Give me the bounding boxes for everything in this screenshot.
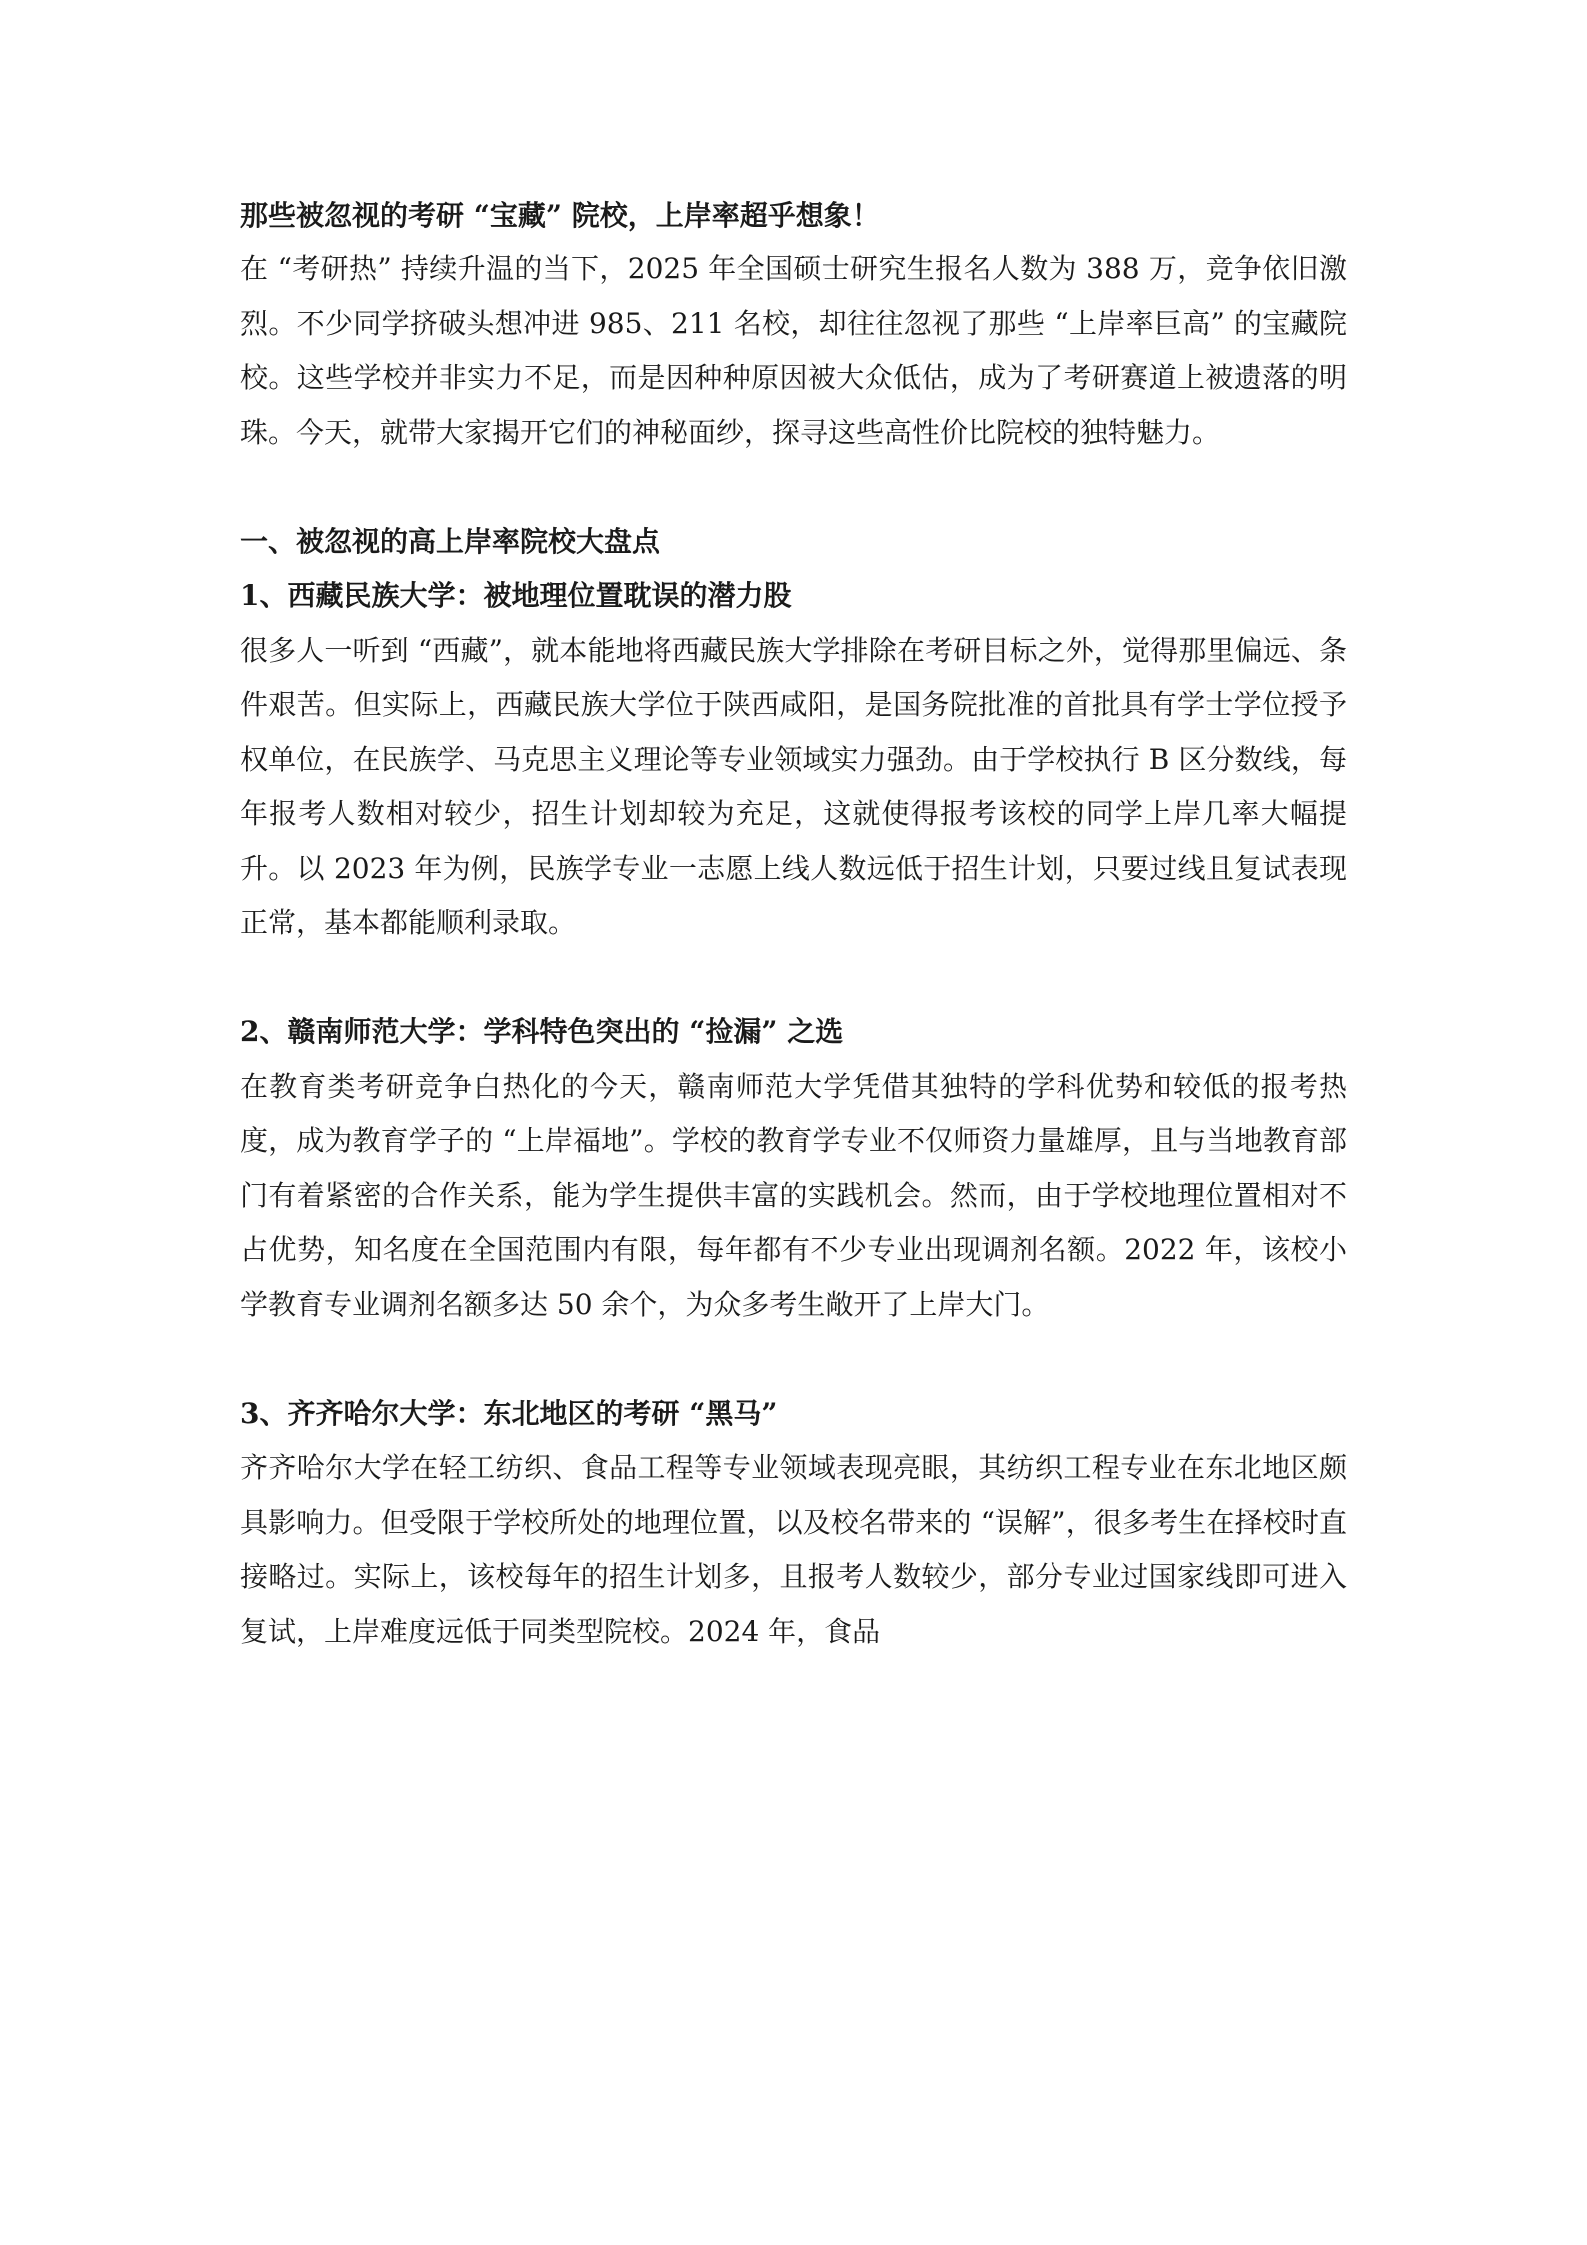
school-3-body: 齐齐哈尔大学在轻工纺织、食品工程等专业领域表现亮眼，其纺织工程专业在东北地区颇具影响力。但受限于学校所处的地理位置，以及校名带来的 “误解”，很多考生在择校时直接略过。实际上，该校每年的招生计划多，且报考人数较少，部分专业过国家线即可进入复试，上岸难度远低于同类型院校。2024 年，食品	[240, 1451, 1347, 1648]
article-title: 那些被忽视的考研 “宝藏” 院校，上岸率超乎想象！	[240, 199, 880, 232]
paragraph-gap	[240, 951, 1347, 1006]
intro-paragraph: 在 “考研热” 持续升温的当下，2025 年全国硕士研究生报名人数为 388 万，竞争依旧激烈。不少同学挤破头想冲进 985、211 名校，却往往忽视了那些 “上岸率巨高” 的宝藏院校。这些学校并非实力不足，而是因种种原因被大众低估，成为了考研赛道上被遗落的明珠。今天，就带大家揭开它们的神秘面纱，探寻这些高性价比院校的独特魅力。	[240, 252, 1347, 449]
paragraph-gap	[240, 1332, 1347, 1387]
paragraph-gap	[240, 460, 1347, 515]
school-2-body: 在教育类考研竞争白热化的今天，赣南师范大学凭借其独特的学科优势和较低的报考热度，成为教育学子的 “上岸福地”。学校的教育学专业不仅师资力量雄厚，且与当地教育部门有着紧密的合作关系，能为学生提供丰富的实践机会。然而，由于学校地理位置相对不占优势，知名度在全国范围内有限，每年都有不少专业出现调剂名额。2022 年，该校小学教育专业调剂名额多达 50 余个，为众多考生敞开了上岸大门。	[240, 1069, 1347, 1321]
section-heading: 一、被忽视的高上岸率院校大盘点	[240, 524, 661, 558]
school-1-body: 很多人一听到 “西藏”，就本能地将西藏民族大学排除在考研目标之外，觉得那里偏远、条件艰苦。但实际上，西藏民族大学位于陕西咸阳，是国务院批准的首批具有学士学位授予权单位，在民族学、马克思主义理论等专业领域实力强劲。由于学校执行 B 区分数线，每年报考人数相对较少，招生计划却较为充足，这就使得报考该校的同学上岸几率大幅提升。以 2023 年为例，民族学专业一志愿上线人数远低于招生计划，只要过线且复试表现正常，基本都能顺利录取。	[240, 633, 1347, 939]
school-2-heading: 2、赣南师范大学：学科特色突出的 “捡漏” 之选	[240, 1015, 844, 1048]
school-1-heading: 1、西藏民族大学：被地理位置耽误的潜力股	[240, 579, 792, 612]
school-3-heading: 3、齐齐哈尔大学：东北地区的考研 “黑马”	[240, 1396, 778, 1430]
article-body	[240, 196, 1347, 1659]
